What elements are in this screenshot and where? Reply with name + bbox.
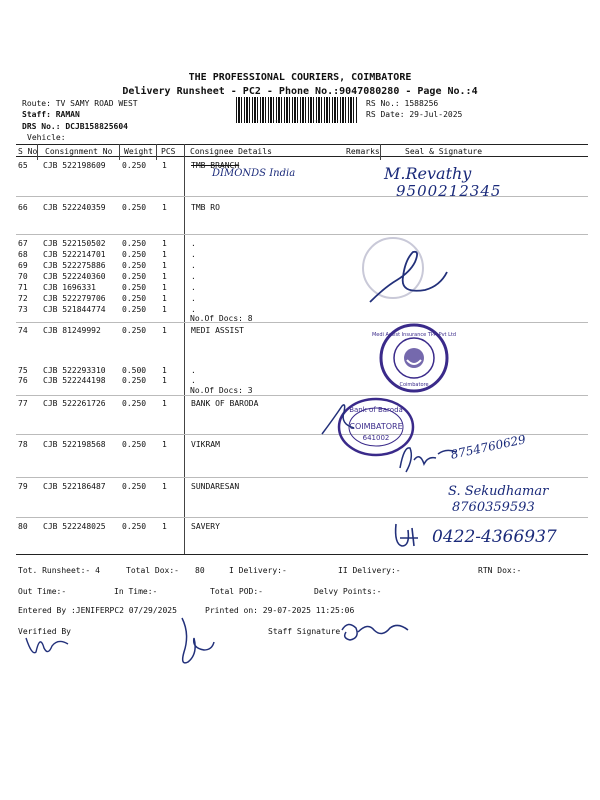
delvy-points: Delvy Points:- — [314, 587, 382, 596]
row-pcs: 1 — [162, 376, 167, 385]
row-cno: CJB 522279706 — [43, 294, 106, 303]
row-cno: CJB 522198609 — [43, 161, 106, 170]
medi-seal-text: Medi Assist Insurance TPA Pvt Ltd — [371, 332, 457, 338]
total-pod: Total POD:- — [210, 587, 263, 596]
row-sno: 69 — [18, 261, 28, 270]
col-divider — [184, 144, 185, 554]
barcode — [236, 97, 358, 123]
row-sno: 77 — [18, 399, 28, 408]
row-pcs: 1 — [162, 482, 167, 491]
row-cno: CJB 522293310 — [43, 366, 106, 375]
col-divider — [37, 144, 38, 160]
row-sno: 67 — [18, 239, 28, 248]
row-consignee: SUNDARESAN — [191, 482, 240, 491]
row-pcs: 1 — [162, 261, 167, 270]
row-weight: 0.250 — [122, 482, 147, 491]
row-pcs: 1 — [162, 272, 167, 281]
row-sno: 75 — [18, 366, 28, 375]
row-cno: CJB 522186487 — [43, 482, 106, 491]
handwritten-phone: 0422-4366937 — [432, 527, 557, 547]
row-divider — [16, 322, 588, 323]
row-consignee: BANK OF BARODA — [191, 399, 259, 408]
staff-label: Staff: RAMAN — [22, 110, 80, 119]
row-weight: 0.250 — [122, 376, 147, 385]
row-consignee: . — [191, 239, 196, 248]
out-time: Out Time:- — [18, 587, 67, 596]
col-consignee: Consignee Details — [190, 147, 272, 156]
row-sno: 72 — [18, 294, 28, 303]
signature-savery — [390, 520, 430, 550]
row-pcs: 1 — [162, 250, 167, 259]
row-divider — [16, 196, 588, 197]
col-remarks: Remarks — [346, 147, 380, 156]
row-consignee: . — [191, 261, 196, 270]
row-cno: CJB 81249992 — [43, 326, 101, 335]
row-weight: 0.250 — [122, 239, 147, 248]
handwritten-phone: 9500212345 — [396, 182, 502, 200]
row-weight: 0.250 — [122, 399, 147, 408]
col-divider — [119, 144, 120, 160]
verified-by-label: Verified By — [18, 627, 71, 636]
row-consignee: . — [191, 250, 196, 259]
row-sno: 71 — [18, 283, 28, 292]
handwritten-phone: 8754760629 — [449, 432, 527, 462]
total-dox-label: Total Dox:- — [126, 566, 179, 575]
medi-seal-city: Coimbatore — [399, 382, 429, 388]
row-consignee: . — [191, 305, 196, 314]
row-weight: 0.250 — [122, 272, 147, 281]
row-sno: 78 — [18, 440, 28, 449]
row-consignee: . — [191, 376, 196, 385]
row-consignee: VIKRAM — [191, 440, 220, 449]
row-weight: 0.500 — [122, 366, 147, 375]
total-dox-value: 80 — [195, 566, 205, 575]
row-weight: 0.250 — [122, 294, 147, 303]
row-sno: 65 — [18, 161, 28, 170]
row-pcs: 1 — [162, 326, 167, 335]
row-pcs: 1 — [162, 305, 167, 314]
row-cno: CJB 1696331 — [43, 283, 96, 292]
row-sno: 74 — [18, 326, 28, 335]
row-consignee: TMB RO — [191, 203, 220, 212]
rtn-dox: RTN Dox:- — [478, 566, 522, 575]
signature-vikram — [396, 438, 466, 478]
table-bottom-rule — [16, 554, 588, 555]
entered-by: Entered By :JENIFERPC2 07/29/2025 — [18, 606, 177, 615]
row-pcs: 1 — [162, 522, 167, 531]
row-divider — [16, 477, 588, 478]
rs-no: RS No.: 1588256 — [366, 99, 439, 108]
col-seal: Seal & Signature — [405, 147, 483, 156]
row-cno: CJB 522275886 — [43, 261, 106, 270]
bank-seal-pin: 641002 — [362, 434, 390, 442]
ii-delivery: II Delivery:- — [338, 566, 401, 575]
handwritten-name: S. Sekudhamar — [448, 484, 549, 499]
printed-on: Printed on: 29-07-2025 11:25:06 — [205, 606, 355, 615]
col-weight: Weight — [124, 147, 153, 156]
row-consignee: . — [191, 272, 196, 281]
staff-signature-label: Staff Signature — [268, 627, 341, 636]
handwritten-name: M.Revathy — [384, 164, 472, 183]
row-consignee: . — [191, 294, 196, 303]
in-time: In Time:- — [114, 587, 158, 596]
staff-signature — [338, 616, 418, 648]
row-pcs: 1 — [162, 283, 167, 292]
table-top-rule — [16, 144, 588, 145]
row-cno: CJB 522150502 — [43, 239, 106, 248]
bank-seal-city: COIMBATORE — [349, 422, 403, 431]
row-weight: 0.250 — [122, 261, 147, 270]
verified-signature — [22, 628, 72, 658]
handwritten-dimonds: DIMONDS India — [212, 168, 296, 179]
row-sno: 76 — [18, 376, 28, 385]
row-sno: 80 — [18, 522, 28, 531]
row-weight: 0.250 — [122, 326, 147, 335]
medi-assist-seal — [371, 322, 457, 394]
col-sno: S No — [18, 147, 38, 156]
vehicle-label: Vehicle: — [27, 133, 66, 142]
row-divider — [16, 395, 588, 396]
row-pcs: 1 — [162, 161, 167, 170]
row-cno: CJB 522248025 — [43, 522, 106, 531]
row-consignee: . — [191, 283, 196, 292]
company-title: THE PROFESSIONAL COURIERS, COIMBATORE — [188, 72, 412, 83]
row-pcs: 1 — [162, 366, 167, 375]
row-cno: CJB 522198568 — [43, 440, 106, 449]
row-pcs: 1 — [162, 203, 167, 212]
runsheet-title: Delivery Runsheet - PC2 - Phone No.:9047080280 - Page No.:4 — [122, 86, 478, 97]
row-divider — [16, 517, 588, 518]
row-cno: CJB 522240360 — [43, 272, 106, 281]
row-sno: 70 — [18, 272, 28, 281]
handwritten-phone: 8760359593 — [452, 500, 535, 515]
route-label: Route: TV SAMY ROAD WEST — [22, 99, 138, 108]
row-consignee: SAVERY — [191, 522, 220, 531]
row-weight: 0.250 — [122, 522, 147, 531]
row-weight: 0.250 — [122, 305, 147, 314]
row-weight: 0.250 — [122, 440, 147, 449]
row-pcs: 1 — [162, 440, 167, 449]
col-pcs: PCS — [161, 147, 176, 156]
row-cno: CJB 522240359 — [43, 203, 106, 212]
row-consignee: . — [191, 366, 196, 375]
row-weight: 0.250 — [122, 161, 147, 170]
row-cno: CJB 522244198 — [43, 376, 106, 385]
col-divider — [156, 144, 157, 160]
i-delivery: I Delivery:- — [229, 566, 287, 575]
row-divider — [16, 434, 588, 435]
row-cno: CJB 522214701 — [43, 250, 106, 259]
row-consignee: TMB BRANCH — [191, 161, 240, 170]
row-sno: 79 — [18, 482, 28, 491]
row-weight: 0.250 — [122, 250, 147, 259]
row-consignee: MEDI ASSIST — [191, 326, 244, 335]
row-pcs: 1 — [162, 294, 167, 303]
table-header-rule — [16, 156, 588, 157]
tot-runsheet: Tot. Runsheet:- 4 — [18, 566, 100, 575]
row-cno: CJB 522261726 — [43, 399, 106, 408]
no-of-docs: No.Of Docs: 8 — [190, 314, 253, 323]
row-sno: 66 — [18, 203, 28, 212]
row-sno: 68 — [18, 250, 28, 259]
faded-stamp-signature — [355, 232, 455, 312]
col-consignment: Consignment No — [45, 147, 113, 156]
signature-mark — [170, 614, 220, 670]
row-weight: 0.250 — [122, 203, 147, 212]
row-weight: 0.250 — [122, 283, 147, 292]
row-divider — [16, 234, 588, 235]
bank-seal-name: Bank of Baroda — [349, 406, 403, 414]
drs-label: DRS No.: DCJB158825604 — [22, 122, 128, 131]
row-sno: 73 — [18, 305, 28, 314]
row-cno: CJB 521844774 — [43, 305, 106, 314]
rs-date: RS Date: 29-Jul-2025 — [366, 110, 463, 119]
no-of-docs: No.Of Docs: 3 — [190, 386, 253, 395]
row-pcs: 1 — [162, 399, 167, 408]
col-divider — [380, 144, 381, 160]
row-pcs: 1 — [162, 239, 167, 248]
signature-mark — [320, 398, 360, 438]
